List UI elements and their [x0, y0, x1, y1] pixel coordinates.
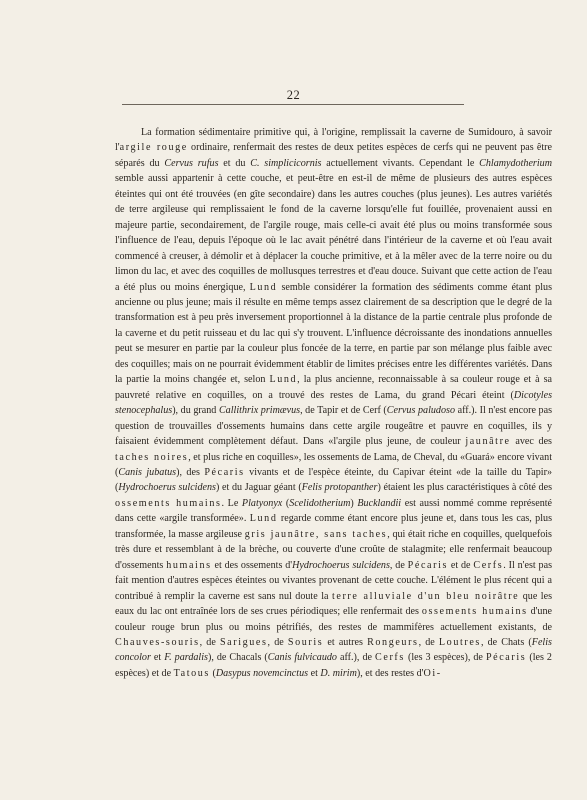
spaced-text: ossements humains	[421, 606, 528, 618]
species-name: Felis concolor	[115, 636, 552, 664]
species-name: Canis jubatus	[118, 466, 177, 478]
species-name: D. mirim	[320, 667, 357, 679]
text-run: aff.), de	[336, 652, 376, 664]
species-name: Felis protopanther	[301, 482, 378, 494]
spaced-text: Pécaris	[485, 652, 527, 664]
text-run: ), du grand	[172, 405, 219, 417]
spaced-text: Rongeurs	[367, 636, 419, 648]
paragraph	[115, 125, 552, 681]
species-name: Hydrochoerus sulcidens	[118, 482, 216, 494]
spaced-text: Chauves-souris	[115, 636, 200, 648]
text-run: actuellement vivants. Cependant le	[321, 157, 480, 169]
text-run: et de	[448, 559, 474, 571]
text-run: (	[282, 497, 290, 509]
spaced-text: gris jaunâtre, sans taches	[244, 528, 388, 540]
text-run: et autres	[323, 636, 368, 648]
text-run: semble considérer la formation des sédiments comme étant plus ancienne ou plus jeune; mais il résulte en même temps assez clairement de sa description que le degré de la transformation est à peu près inversement proportionnel à la distance de la partie centrale plus profonde de la caverne et du petit ruisseau et du lac qui s'y trouvent. L'influence décroissante des inondations annuelles peut se mesurer en partie par la couleur plus foncée de la terre, en partie par son mélange plus faible avec des coquilles; mais on ne pourrait évidemment établir de limites précises entre les différentes variétés. Dans la partie la moins changée et, selon	[115, 281, 552, 386]
text-run: d'une couleur rouge brun plus ou moins pétrifiés, des restes de mammifères actuellement existants, de	[115, 606, 553, 633]
text-run: et du	[218, 157, 251, 169]
spaced-text: Loutres	[438, 636, 481, 648]
header-rule	[122, 104, 464, 105]
text-run: ordinaire, renfermait des restes de deux petites espèces de cerfs qui ne peuvent pas être séparés du	[115, 142, 552, 169]
text-run: avec des	[510, 436, 552, 448]
text-run: , qui était riche en coquilles, quelquefois très dure et ressemblant à de la brèche, ou couverte d'une croûte de stalagmite; elle renfermait beaucoup d'ossements	[115, 528, 552, 571]
spaced-text: Pécaris	[407, 559, 449, 571]
text-run: semble aussi appartenir à cette couche, et peut-être en est-il de même de plusieurs des autres espèces éteintes qui ont été trouvées (en gîte secondaire) dans les autres couches (plus jeunes). Les autres variétés de terre argileuse qui remplissaient le fond de la caverne lorsqu'elle fut fouillée, provenaient aussi en majeure partie, secondairement, de l'argile rouge, mais celle-ci avait été plus ou moins transformée sous l'influence de l'eau, depuis l'époque où le lac avait pénétré dans l'intérieur de la caverne et où l'eau avait commencé à creuser, à démolir et à déplacer la couche primitive, et à la mêler avec de la terre noire ou du limon du lac, et avec des coquilles de mollusques terrestres et d'eau douce. Suivant que cette action de l'eau a été plus ou moins énergique,	[115, 173, 552, 293]
species-name: Canis fulvicaudo	[267, 652, 337, 664]
text-run: vivants et de l'espèce éteinte, du Capivar éteint «de la taille du Tapir» (	[115, 466, 552, 494]
text-run: que les eaux du lac ont entraînée lors de ses crues périodiques; elle renfermait des	[115, 590, 552, 618]
species-name: Platyonyx	[241, 497, 283, 509]
text-run: , de	[199, 636, 220, 648]
text-run: ) et du Jaguar géant (	[216, 482, 302, 494]
species-name: Cervus paludoso	[386, 405, 455, 417]
text-run: et	[150, 652, 165, 664]
text-run: . Il n'est pas fait mention d'autres espèces éteintes ou vivantes provenant de cette couche. L'élément le plus récent qui a contribué à remplir la caverne est sans nul doute la	[115, 559, 553, 602]
spaced-text: taches noires	[115, 451, 189, 463]
species-name: Bucklandii	[357, 497, 402, 509]
spaced-text: Lund	[249, 281, 278, 293]
spaced-text: terre alluviale d'un bleu noirâtre	[331, 590, 520, 602]
species-name: Scelidotherium	[289, 497, 351, 509]
species-name: F. pardalis	[164, 652, 208, 664]
body-text	[115, 125, 552, 681]
page-number: 22	[286, 88, 301, 102]
text-run: , de Tapir et de Cerf (	[300, 405, 387, 417]
text-run: La formation sédimentaire primitive qui, à l'origine, remplissait la caverne de Sumidouro, à savoir l'	[115, 127, 552, 154]
spaced-text: Cerfs	[473, 559, 504, 571]
text-run: , de	[418, 636, 439, 648]
spaced-text: humains	[166, 559, 212, 571]
spaced-text: argile rouge	[119, 142, 188, 154]
text-run: ), et des restes d'	[356, 667, 424, 679]
text-run: ), de Chacals (	[207, 652, 268, 664]
text-run: . Le	[221, 497, 242, 509]
spaced-text: Sarigues	[219, 636, 268, 648]
text-run: (les 2 espèces) et de	[115, 652, 552, 679]
species-name: Cervus rufus	[164, 157, 219, 169]
text-run: ) étaient les plus caractéristiques à côté des	[377, 482, 553, 494]
text-run: est aussi nommé comme représenté dans cette «argile transformée».	[115, 497, 553, 525]
text-run: et des ossements d'	[211, 559, 293, 571]
spaced-text: Pécaris	[204, 466, 245, 478]
text-run: ), des	[176, 466, 205, 478]
text-run: , de Chats (	[480, 636, 532, 648]
text-run: et	[308, 667, 321, 679]
spaced-text: jaunâtre	[465, 436, 511, 448]
species-name: Callithrix primævus	[218, 405, 301, 417]
spaced-text: Souris	[287, 636, 324, 648]
text-run: , de	[389, 559, 408, 571]
text-run: (les 3 espèces), de	[404, 652, 486, 664]
text-run: regarde comme étant encore plus jeune et, dans tous les cas, plus transformée, la masse argileuse	[115, 513, 553, 540]
spaced-text: Tatous	[173, 667, 210, 679]
species-name: C. simplicicornis	[250, 157, 322, 169]
species-name: Hydrochoerus sulcidens	[292, 559, 390, 571]
species-name: Dicotyles stenocephalus	[115, 389, 552, 417]
species-name: Dasypus novemcinctus	[215, 667, 309, 679]
text-run: , de	[267, 636, 288, 648]
text-run: aff.). Il n'est encore pas question de trouvailles d'ossements humains dans cette argile rougeâtre et pauvre en coquilles, ils y faisaient évidemment complètement défaut. Dans «l'argile plus jeune, de couleur	[115, 405, 553, 448]
text-run: )	[350, 497, 358, 509]
spaced-text: Cerfs	[375, 652, 405, 664]
spaced-text: Lund	[269, 374, 298, 386]
text-run: , et plus riche en coquilles», les ossements de Lama, de Cheval, du «Guará» encore vivant (	[115, 451, 552, 478]
text-run: (	[209, 667, 216, 679]
spaced-text: Lund	[249, 513, 278, 525]
spaced-text: ossements humains	[115, 497, 222, 509]
text-run: , la plus ancienne, reconnaissable à sa couleur rouge et à sa pauvreté relative en coquilles, on a trouvé des restes de Lama, du grand Pécari éteint (	[115, 374, 552, 401]
species-name: Chlamydotherium	[479, 157, 553, 169]
spaced-text: Oi-	[423, 667, 442, 679]
